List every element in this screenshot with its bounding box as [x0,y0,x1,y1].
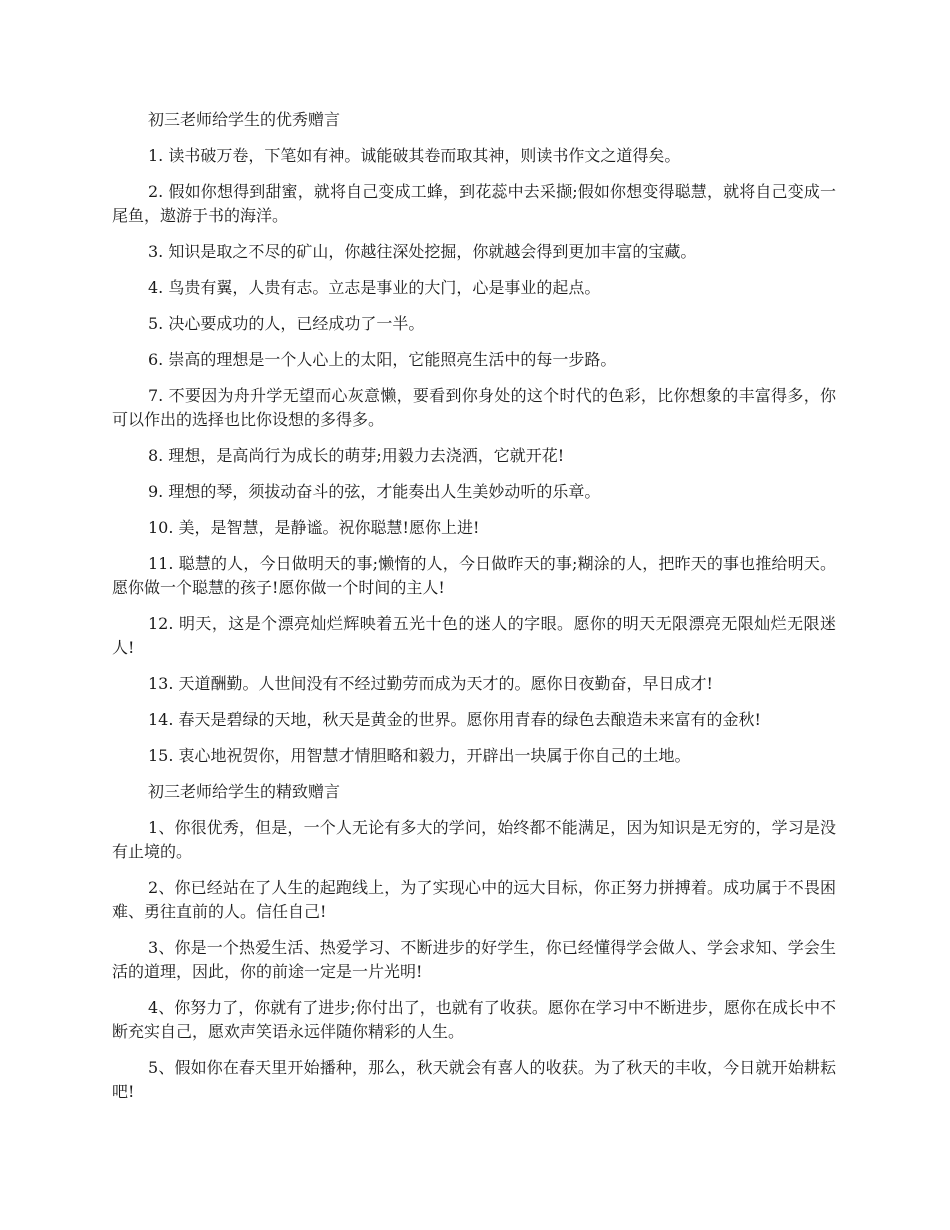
section1-item-14: 14. 春天是碧绿的天地，秋天是黄金的世界。愿你用青春的绿色去酿造未来富有的金秋! [148,710,761,729]
section1-item-1: 1. 读书破万卷，下笔如有神。诚能破其卷而取其神，则读书作文之道得矣。 [148,146,681,165]
section1-item-15: 15. 衷心地祝贺你，用智慧才情胆略和毅力，开辟出一块属于你自己的土地。 [148,746,691,765]
section1-item-5: 5. 决心要成功的人，已经成功了一半。 [148,314,425,333]
section1-item-2: 2. 假如你想得到甜蜜，就将自己变成工蜂，到花蕊中去采撷;假如你想变得聪慧，就将自己变成一尾鱼，遨游于书的海洋。 [112,182,836,225]
section2-title: 初三老师给学生的精致赠言 [148,782,341,801]
section1-item-9: 9. 理想的琴，须拔动奋斗的弦，才能奏出人生美妙动听的乐章。 [148,482,601,501]
section2-item-5: 5、假如你在春天里开始播种，那么，秋天就会有喜人的收获。为了秋天的丰收，今日就开始耕耘吧! [112,1058,836,1101]
section2-item-4: 4、你努力了，你就有了进步;你付出了，也就有了收获。愿你在学习中不断进步，愿你在成长中不断充实自己，愿欢声笑语永远伴随你精彩的人生。 [112,998,836,1041]
section1-item-11: 11. 聪慧的人，今日做明天的事;懒惰的人，今日做昨天的事;糊涂的人，把昨天的事也推给明天。愿你做一个聪慧的孩子!愿你做一个时间的主人! [112,554,836,597]
section1-title: 初三老师给学生的优秀赠言 [148,110,341,129]
section1-item-8: 8. 理想，是高尚行为成长的萌芽;用毅力去浇洒，它就开花! [148,446,565,465]
section2-item-1: 1、你很优秀，但是，一个人无论有多大的学问，始终都不能满足，因为知识是无穷的，学习是没有止境的。 [112,818,836,861]
document-body [112,108,836,1116]
section1-item-13: 13. 天道酬勤。人世间没有不经过勤劳而成为天才的。愿你日夜勤奋，早日成才! [148,674,713,693]
section1-item-6: 6. 崇高的理想是一个人心上的太阳，它能照亮生活中的每一步路。 [148,350,617,369]
section1-item-12: 12. 明天，这是个漂亮灿烂辉映着五光十色的迷人的字眼。愿你的明天无限漂亮无限灿烂无限迷人! [112,614,836,657]
section1-item-3: 3. 知识是取之不尽的矿山，你越往深处挖掘，你就越会得到更加丰富的宝藏。 [148,242,697,261]
section1-item-7: 7. 不要因为舟升学无望而心灰意懒，要看到你身处的这个时代的色彩，比你想象的丰富得多，你可以作出的选择也比你设想的多得多。 [112,386,836,429]
section2-item-3: 3、你是一个热爱生活、热爱学习、不断进步的好学生，你已经懂得学会做人、学会求知、学会生活的道理，因此，你的前途一定是一片光明! [112,938,836,981]
section1-item-4: 4. 鸟贵有翼，人贵有志。立志是事业的大门，心是事业的起点。 [148,278,601,297]
section1-item-10: 10. 美，是智慧，是静谧。祝你聪慧!愿你上进! [148,518,480,537]
section2-item-2: 2、你已经站在了人生的起跑线上，为了实现心中的远大目标，你正努力拼搏着。成功属于不畏困难、勇往直前的人。信任自己! [112,878,836,921]
